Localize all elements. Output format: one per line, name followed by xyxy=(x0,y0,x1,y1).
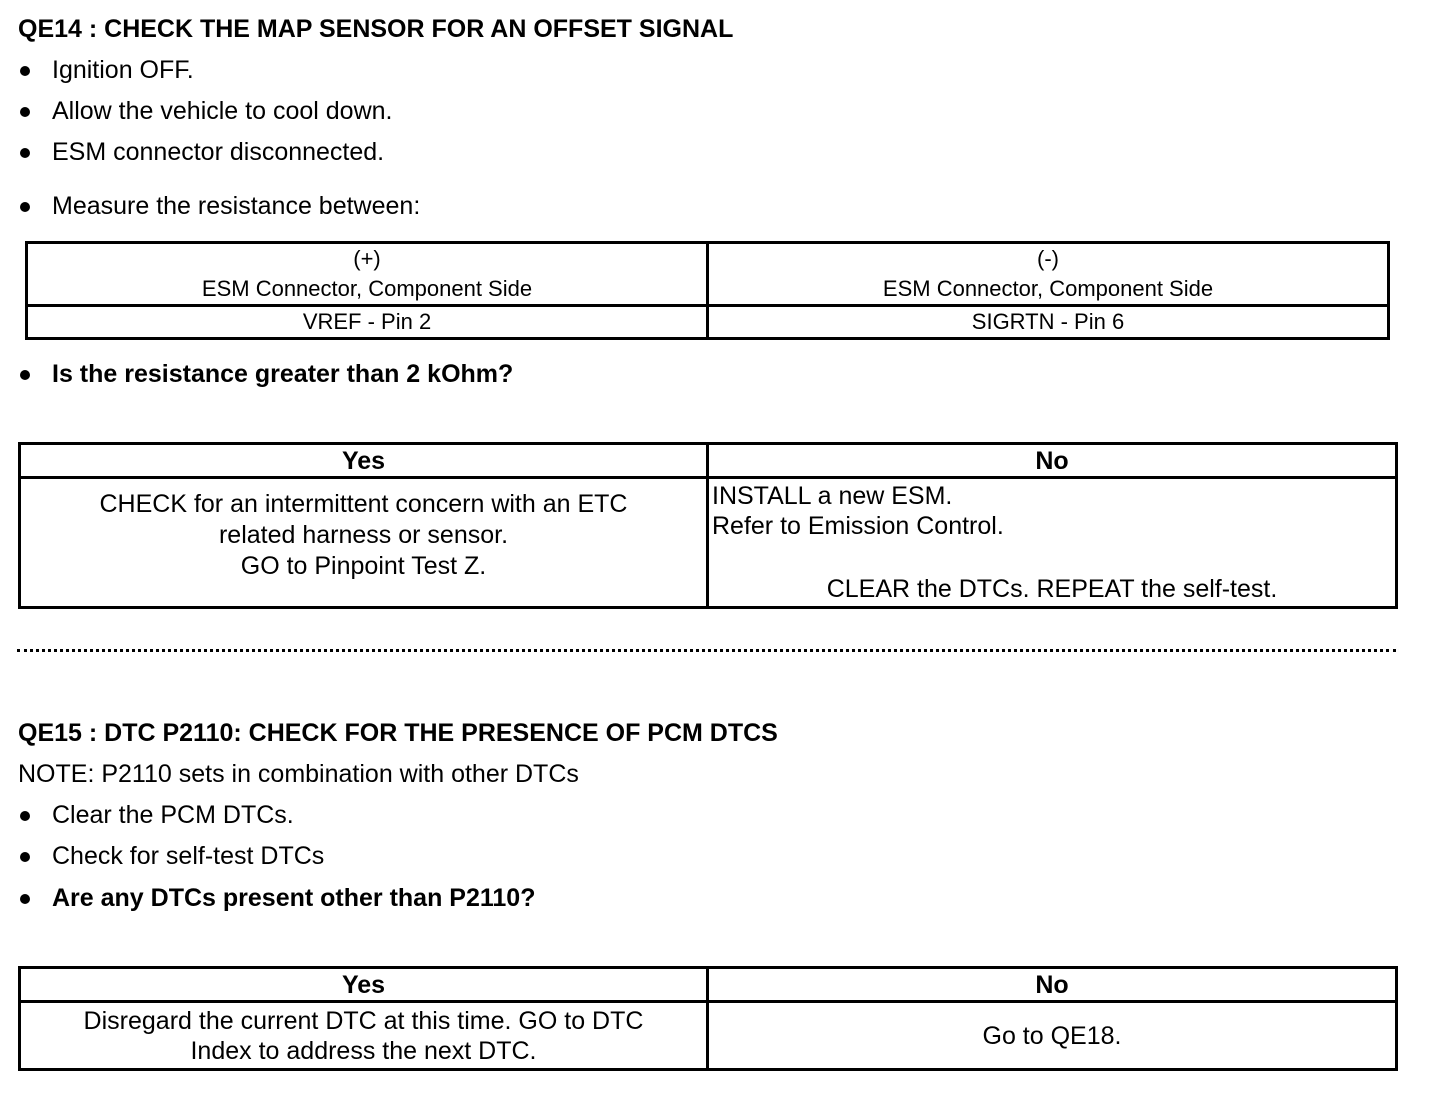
positive-symbol: (+) xyxy=(353,246,381,271)
qe15-step-text: Clear the PCM DTCs. xyxy=(52,801,294,829)
qe14-question xyxy=(18,360,513,389)
qe14-step xyxy=(18,138,384,167)
yes-answer-cell xyxy=(20,1002,708,1070)
yes-answer-line: GO to Pinpoint Test Z. xyxy=(240,552,487,580)
qe14-step xyxy=(18,56,194,85)
no-answer-cell xyxy=(708,478,1397,608)
bullet-icon xyxy=(20,370,30,380)
qe15-step xyxy=(18,801,294,830)
no-answer-cell: Go to QE18. xyxy=(708,1002,1397,1070)
section-separator xyxy=(17,649,1396,652)
qe15-step-text: Check for self-test DTCs xyxy=(52,842,325,870)
qe14-heading: QE14 : CHECK THE MAP SENSOR FOR AN OFFSET SIGNAL xyxy=(18,15,734,43)
qe14-answer-table xyxy=(18,442,1398,609)
qe14-step-text: Measure the resistance between: xyxy=(52,192,421,220)
qe14-question-text: Is the resistance greater than 2 kOhm? xyxy=(52,360,514,388)
no-answer-footer: CLEAR the DTCs. REPEAT the self-test. xyxy=(826,575,1278,603)
yes-header: Yes xyxy=(20,968,708,1002)
bullet-icon xyxy=(20,894,30,904)
no-answer-line: Refer to Emission Control. xyxy=(712,512,1004,540)
yes-answer-line: CHECK for an intermittent concern with an ETC xyxy=(99,490,628,518)
bullet-icon xyxy=(20,107,30,117)
qe14-step xyxy=(18,192,420,221)
negative-symbol: (-) xyxy=(1037,246,1059,271)
yes-header: Yes xyxy=(20,444,708,478)
bullet-icon xyxy=(20,202,30,212)
bullet-icon xyxy=(20,811,30,821)
qe14-step-text: Allow the vehicle to cool down. xyxy=(52,97,393,125)
yes-answer-cell xyxy=(20,478,708,608)
qe15-heading: QE15 : DTC P2110: CHECK FOR THE PRESENCE OF PCM DTCS xyxy=(18,719,778,747)
yes-answer-line: related harness or sensor. xyxy=(218,521,509,549)
no-header: No xyxy=(708,444,1397,478)
qe14-step xyxy=(18,97,392,126)
negative-connector: ESM Connector, Component Side xyxy=(882,276,1214,301)
positive-pin: VREF - Pin 2 xyxy=(27,306,708,339)
yes-answer-line: Disregard the current DTC at this time. GO to DTC xyxy=(83,1006,644,1035)
bullet-icon xyxy=(20,852,30,862)
negative-pin: SIGRTN - Pin 6 xyxy=(708,306,1389,339)
qe15-answer-table xyxy=(18,966,1398,1071)
no-header: No xyxy=(708,968,1397,1002)
bullet-icon xyxy=(20,148,30,158)
qe14-step-text: ESM connector disconnected. xyxy=(52,138,385,166)
no-answer-line: INSTALL a new ESM. xyxy=(712,482,953,510)
qe14-step-text: Ignition OFF. xyxy=(52,56,194,84)
positive-lead-cell xyxy=(27,243,708,306)
qe15-question xyxy=(18,884,535,913)
yes-answer-line: Index to address the next DTC. xyxy=(190,1036,537,1065)
qe15-step xyxy=(18,842,324,871)
negative-lead-cell xyxy=(708,243,1389,306)
qe14-measure-table xyxy=(25,241,1390,340)
qe15-question-text: Are any DTCs present other than P2110? xyxy=(52,884,536,912)
qe15-note: NOTE: P2110 sets in combination with other DTCs xyxy=(18,760,579,788)
positive-connector: ESM Connector, Component Side xyxy=(201,276,533,301)
bullet-icon xyxy=(20,66,30,76)
